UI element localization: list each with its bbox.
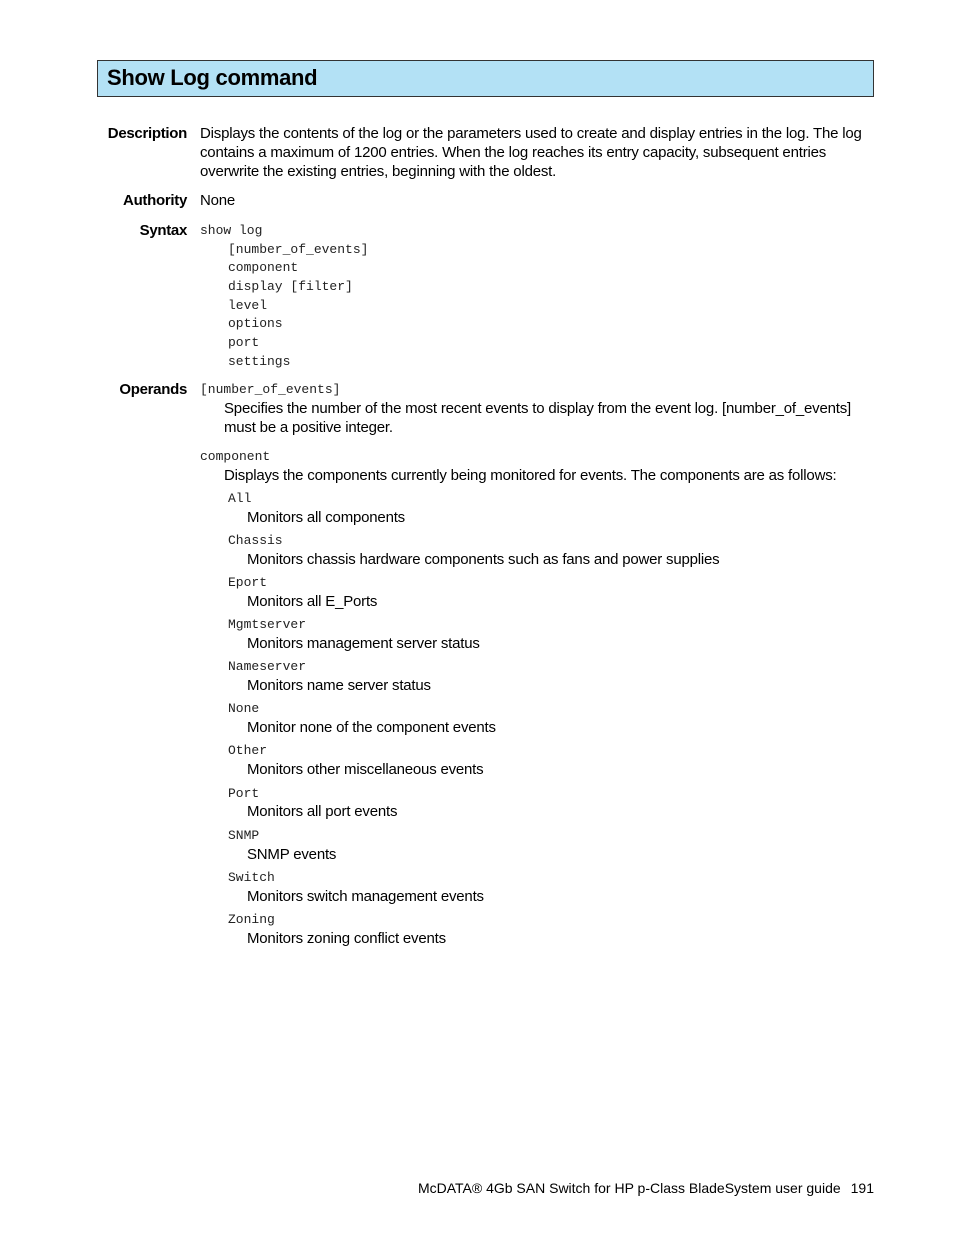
description-label: Description: [107, 125, 187, 142]
syntax-command: show log: [200, 223, 263, 238]
component-item-name: All: [228, 491, 252, 506]
component-item-name: Zoning: [228, 912, 275, 927]
operand-component: component: [200, 449, 271, 464]
syntax-option: port: [228, 335, 260, 350]
component-item-description: Monitors management server status: [247, 635, 480, 652]
component-item-description: Monitors other miscellaneous events: [247, 761, 484, 778]
syntax-option: [number_of_events]: [228, 242, 369, 257]
section-heading-box: [97, 60, 874, 97]
syntax-option: component: [228, 260, 299, 275]
authority-value: None: [200, 192, 236, 209]
component-item-description: Monitors zoning conflict events: [247, 930, 446, 947]
component-item-description: Monitors chassis hardware components such as fans and power supplies: [247, 551, 720, 568]
operands-label: Operands: [119, 381, 187, 398]
description-text: Displays the contents of the log or the parameters used to create and display entries in the log. The log contains a maximum of 1200 entries. When the log reaches its entry capacity, subsequent entries overwrite the existing entries, beginning with the oldest.: [200, 125, 862, 180]
syntax-option: options: [228, 316, 283, 331]
syntax-option: level: [228, 298, 268, 313]
authority-label: Authority: [123, 192, 187, 209]
component-item-description: SNMP events: [247, 846, 337, 863]
component-item-description: Monitors switch management events: [247, 888, 484, 905]
syntax-option: settings: [228, 354, 291, 369]
component-item-description: Monitors all port events: [247, 803, 398, 820]
component-item-name: Port: [228, 786, 260, 801]
component-item-name: None: [228, 701, 260, 716]
syntax-option: display [filter]: [228, 279, 353, 294]
component-item-name: Chassis: [228, 533, 283, 548]
footer-text: McDATA® 4Gb SAN Switch for HP p-Class BladeSystem user guide: [417, 1180, 841, 1196]
component-item-description: Monitors name server status: [247, 677, 431, 694]
component-item-description: Monitor none of the component events: [247, 719, 496, 736]
component-item-name: Nameserver: [228, 659, 307, 674]
operand-number-of-events-description: Specifies the number of the most recent events to display from the event log. [number_of_events] must be a positive integer.: [224, 400, 851, 436]
page-title: Show Log command: [107, 65, 318, 90]
component-item-name: Other: [228, 743, 268, 758]
component-item-description: Monitors all components: [247, 509, 405, 526]
component-item-name: Mgmtserver: [228, 617, 307, 632]
component-item-name: Switch: [228, 870, 275, 885]
syntax-label: Syntax: [139, 222, 187, 239]
component-item-description: Monitors all E_Ports: [247, 593, 378, 610]
operand-component-description: Displays the components currently being monitored for events. The components are as follows:: [224, 467, 837, 484]
component-item-name: Eport: [228, 575, 268, 590]
page-number: 191: [850, 1180, 874, 1196]
operand-number-of-events: [number_of_events]: [200, 382, 341, 397]
page-footer: [418, 1180, 874, 1196]
component-item-name: SNMP: [228, 828, 260, 843]
